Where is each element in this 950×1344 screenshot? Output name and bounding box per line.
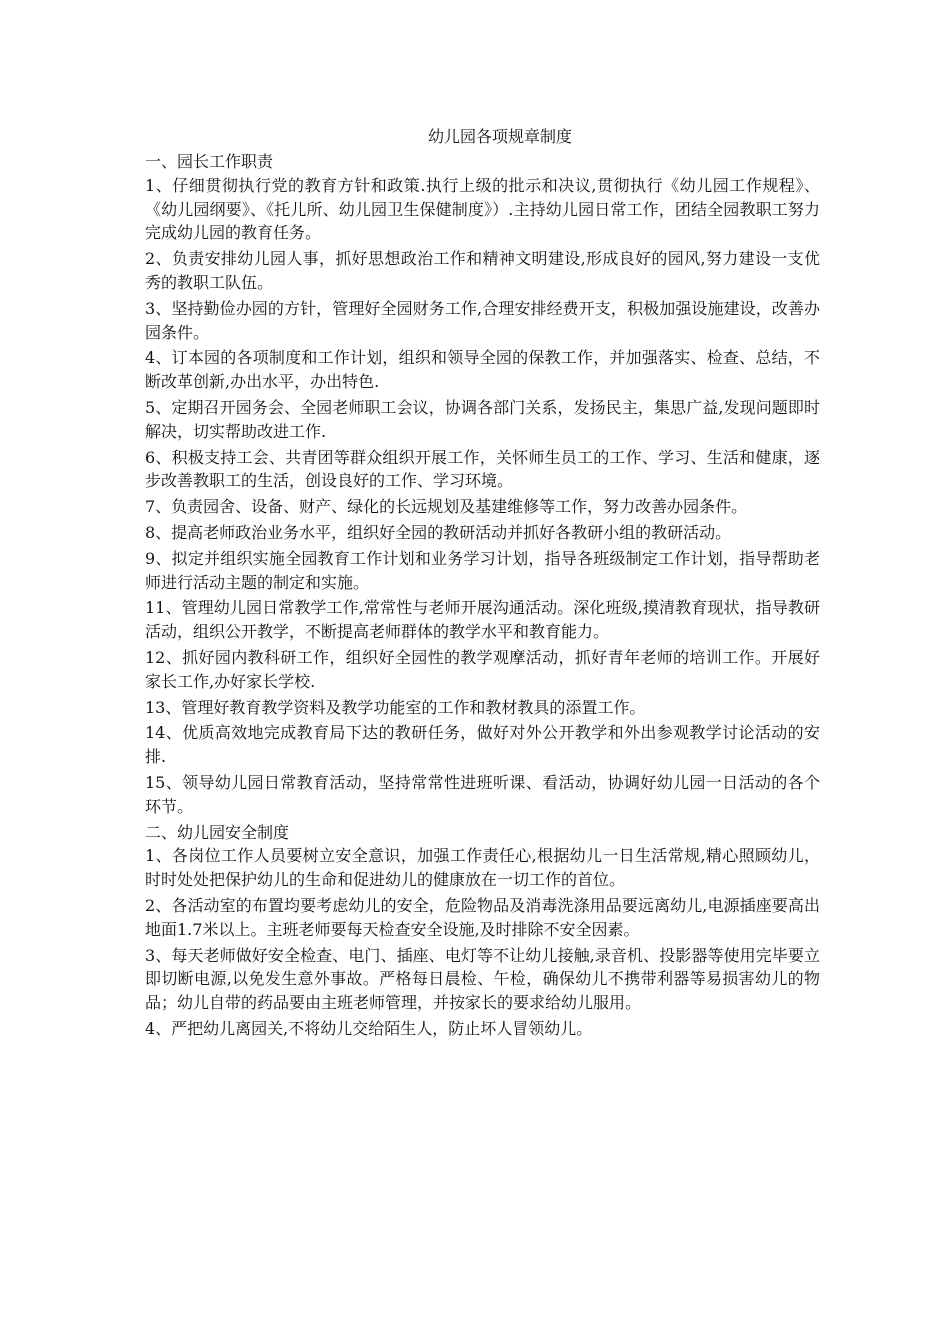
list-item: 9、拟定并组织实施全园教育工作计划和业务学习计划，指导各班级制定工作计划，指导帮助老师进行活动主题的制定和实施。 bbox=[145, 548, 820, 592]
list-item: 1、仔细贯彻执行党的教育方针和政策.执行上级的批示和决议,贯彻执行《幼儿园工作规程》、《幼儿园纲要》、《托儿所、幼儿园卫生保健制度》）.主持幼儿园日常工作，团结全园教职工努力完成幼儿园的教育任务。 bbox=[145, 175, 820, 243]
list-item: 5、定期召开园务会、全园老师职工会议，协调各部门关系，发扬民主，集思广益,发现问题即时解决，切实帮助改进工作. bbox=[145, 397, 820, 441]
list-item: 3、坚持勤俭办园的方针，管理好全园财务工作,合理安排经费开支，积极加强设施建设，改善办园条件。 bbox=[145, 298, 820, 342]
list-item: 7、负责园舍、设备、财产、绿化的长远规划及基建维修等工作，努力改善办园条件。 bbox=[145, 497, 748, 517]
list-item: 12、抓好园内教科研工作，组织好全园性的教学观摩活动，抓好青年老师的培训工作。开展好家长工作,办好家长学校. bbox=[145, 647, 820, 691]
list-item: 14、优质高效地完成教育局下达的教研任务，做好对外公开教学和外出参观教学讨论活动的安排. bbox=[145, 723, 820, 767]
section-heading-principal-duties: 一、园长工作职责 bbox=[145, 152, 274, 171]
document-title: 幼儿园各项规章制度 bbox=[427, 127, 572, 146]
document-body bbox=[145, 124, 820, 1043]
list-item: 4、订本园的各项制度和工作计划，组织和领导全园的保教工作，并加强落实、检查、总结，不断改革创新,办出水平，办出特色. bbox=[145, 348, 820, 392]
list-item: 2、各活动室的布置均要考虑幼儿的安全，危险物品及消毒洗涤用品要远离幼儿,电源插座要高出地面1.7米以上。主班老师要每天检查安全设施,及时排除不安全因素。 bbox=[145, 895, 820, 939]
list-item: 11、管理幼儿园日常教学工作,常常性与老师开展沟通活动。深化班级,摸清教育现状，指导教研活动，组织公开教学，不断提高老师群体的教学水平和教育能力。 bbox=[145, 598, 820, 642]
list-item: 1、各岗位工作人员要树立安全意识，加强工作责任心,根据幼儿一日生活常规,精心照顾幼儿，时时处处把保护幼儿的生命和促进幼儿的健康放在一切工作的首位。 bbox=[145, 846, 820, 890]
section-heading-safety-rules: 二、幼儿园安全制度 bbox=[145, 822, 290, 842]
list-item: 13、管理好教育教学资料及教学功能室的工作和教材教具的添置工作。 bbox=[145, 697, 646, 717]
list-item: 6、积极支持工会、共青团等群众组织开展工作，关怀师生员工的工作、学习、生活和健康，逐步改善教职工的生活，创设良好的工作、学习环境。 bbox=[145, 447, 820, 491]
list-item: 15、领导幼儿园日常教育活动，坚持常常性进班听课、看活动，协调好幼儿园一日活动的各个环节。 bbox=[145, 772, 820, 816]
list-item: 8、提高老师政治业务水平，组织好全园的教研活动并抓好各教研小组的教研活动。 bbox=[145, 522, 732, 542]
list-item: 2、负责安排幼儿园人事，抓好思想政治工作和精神文明建设,形成良好的园风,努力建设一支优秀的教职工队伍。 bbox=[145, 249, 820, 292]
list-item: 3、每天老师做好安全检查、电门、插座、电灯等不让幼儿接触,录音机、投影器等使用完毕要立即切断电源,以免发生意外事故。严格每日晨检、午检，确保幼儿不携带利器等易损害幼儿的物品；幼儿自带的药品要由主班老师管理，并按家长的要求给幼儿服用。 bbox=[145, 945, 820, 1013]
list-item: 4、严把幼儿离园关,不将幼儿交给陌生人，防止坏人冒领幼儿。 bbox=[145, 1018, 593, 1038]
